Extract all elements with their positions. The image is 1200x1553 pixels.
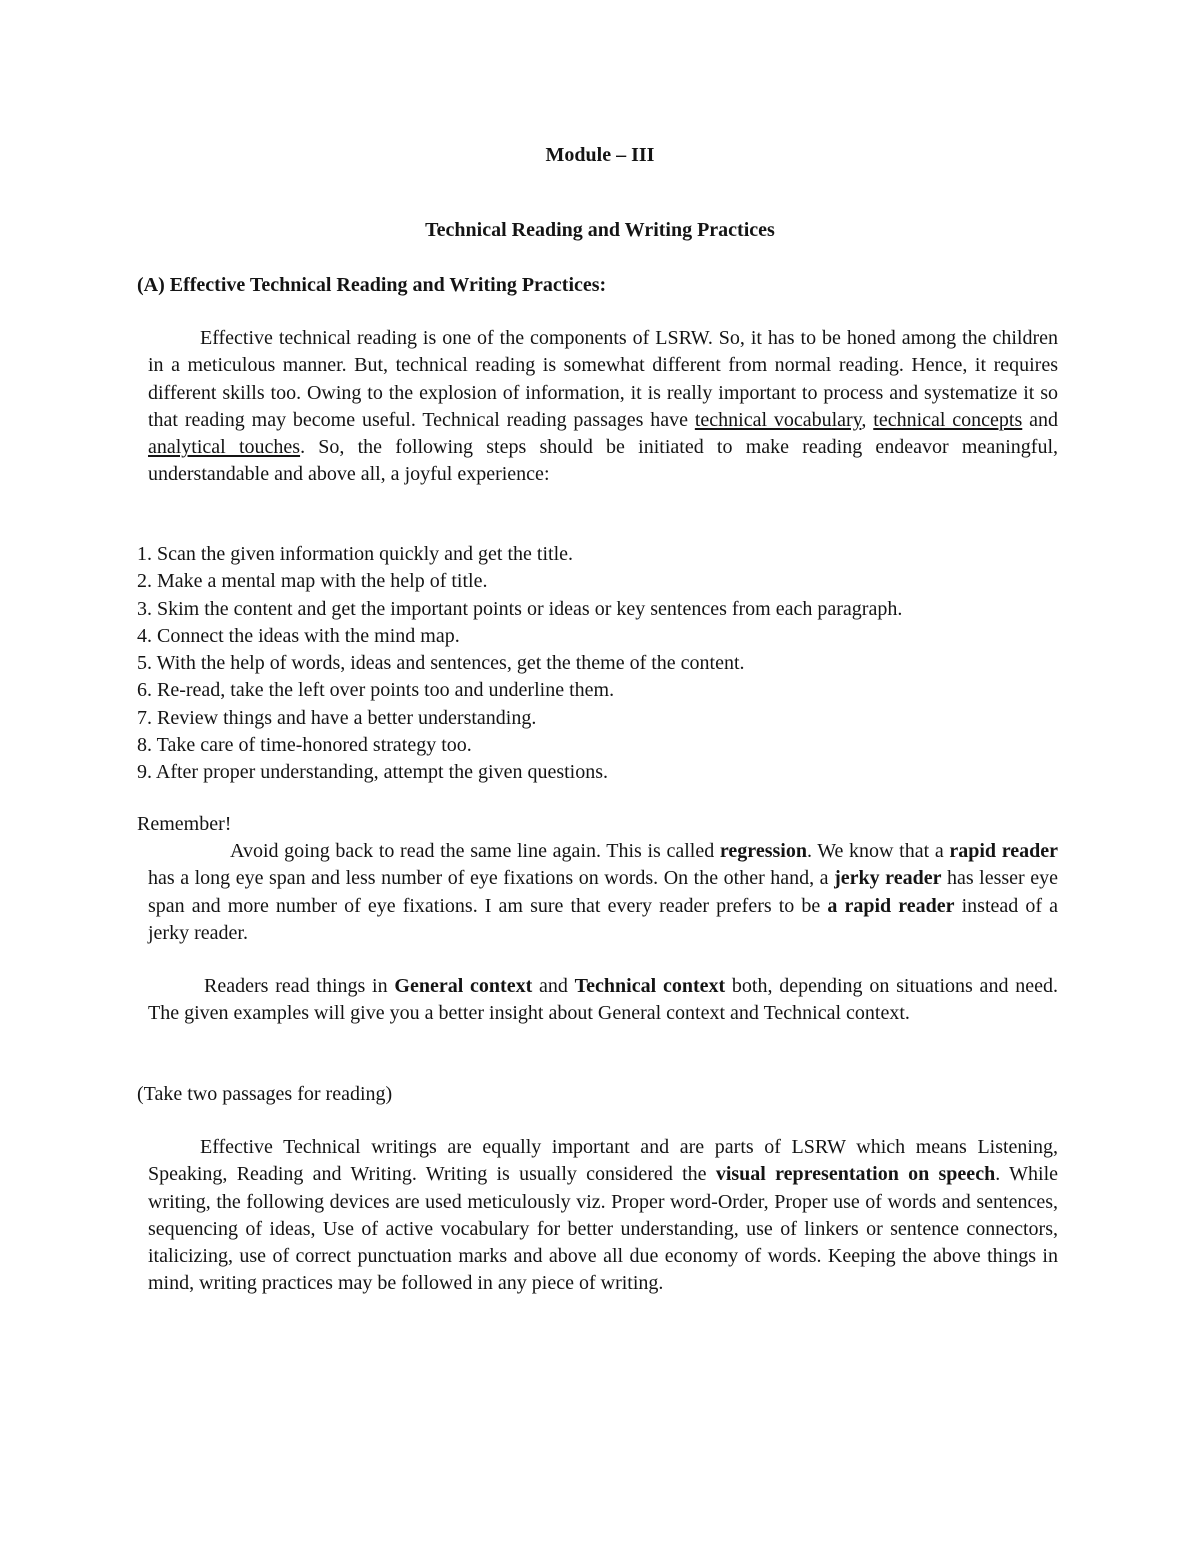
- intro-text-2: ,: [861, 408, 874, 431]
- step-item: 1. Scan the given information quickly and get the title.: [137, 543, 574, 565]
- step-item: 4. Connect the ideas with the mind map.: [137, 624, 460, 647]
- step-item: 7. Review things and have a better understanding.: [137, 706, 537, 729]
- remember-text-2: . We know that a: [806, 840, 950, 862]
- page-subtitle: Technical Reading and Writing Practices: [425, 219, 775, 241]
- section-heading: (A) Effective Technical Reading and Writing Practices:: [137, 274, 607, 296]
- step-item: 6. Re-read, take the left over points too and underline them.: [137, 679, 615, 702]
- intro-text-4: . So, the following steps should be initiated to make reading endeavor meaningful, understandable and above all, a joyful experience:: [148, 436, 1059, 486]
- context-paragraph: [148, 973, 1058, 1028]
- intro-text-3: and: [1022, 408, 1058, 431]
- remember-text-3: has a long eye span and less number of eye fixations on words. On the other hand, a: [148, 867, 835, 890]
- page-title: Module – III: [545, 144, 655, 166]
- bold-regression: regression: [719, 840, 807, 862]
- intro-text-1: Effective technical reading is one of the components of LSRW. So, it has to be honed among the children in a meticulous manner. But, technical reading is somewhat different from normal reading. Hence, it requires different skills too. Owing to the explosion of information, it is really important to process and systematize it so that reading may become useful. Technical reading passages have: [148, 327, 1058, 431]
- bold-technical-context: Technical context: [574, 975, 726, 997]
- bold-visual-representation: visual representation on speech: [715, 1163, 996, 1186]
- step-item: 2. Make a mental map with the help of title.: [137, 570, 488, 593]
- context-text-2: and: [532, 975, 575, 997]
- step-item: 9. After proper understanding, attempt the given questions.: [137, 761, 609, 783]
- reading-steps-list: [137, 541, 1077, 786]
- writing-paragraph: [148, 1134, 1058, 1298]
- remember-paragraph: [148, 838, 1058, 947]
- remember-text-1: Avoid going back to read the same line again. This is called: [230, 840, 720, 862]
- bold-jerky-reader: jerky reader: [834, 867, 942, 890]
- context-text-1: Readers read things in: [204, 975, 395, 997]
- underlined-technical-concepts: technical concepts: [873, 408, 1023, 431]
- writing-text-1: Effective Technical writings are equally important and are parts of LSRW which means Listening, Speaking, Reading and Writing. Writing is usually considered the: [148, 1136, 1058, 1186]
- bold-a-rapid-reader: a rapid reader: [827, 894, 955, 917]
- writing-text-2: . While writing, the following devices are used meticulously viz. Proper word-Order, Proper use of words and sentences, sequencing of ideas, Use of active vocabulary for better understanding, use of linkers or sentence connectors, italicizing, use of correct punctuation marks and above all due economy of words. Keeping the above things in mind, writing practices may be followed in any piece of writing.: [148, 1163, 1058, 1295]
- bold-general-context: General context: [394, 975, 533, 997]
- remember-text-4: has lesser eye span and more number of eye fixations. I am sure that every reader prefers to be: [148, 867, 1059, 917]
- intro-paragraph: [148, 325, 1058, 489]
- bold-rapid-reader: rapid reader: [949, 840, 1058, 862]
- underlined-technical-vocabulary: technical vocabulary: [694, 408, 862, 431]
- step-item: 8. Take care of time-honored strategy too.: [137, 733, 472, 756]
- underlined-analytical-touches: analytical touches: [148, 436, 301, 459]
- remember-text-5: instead of a jerky reader.: [148, 894, 1058, 944]
- reading-note: (Take two passages for reading): [137, 1083, 393, 1105]
- step-item: 5. With the help of words, ideas and sentences, get the theme of the content.: [137, 652, 745, 674]
- step-item: 3. Skim the content and get the important points or ideas or key sentences from each paragraph.: [137, 597, 903, 620]
- remember-label: Remember!: [137, 813, 232, 835]
- context-text-3: both, depending on situations and need. The given examples will give you a better insight about General context and Technical context.: [148, 975, 1058, 1025]
